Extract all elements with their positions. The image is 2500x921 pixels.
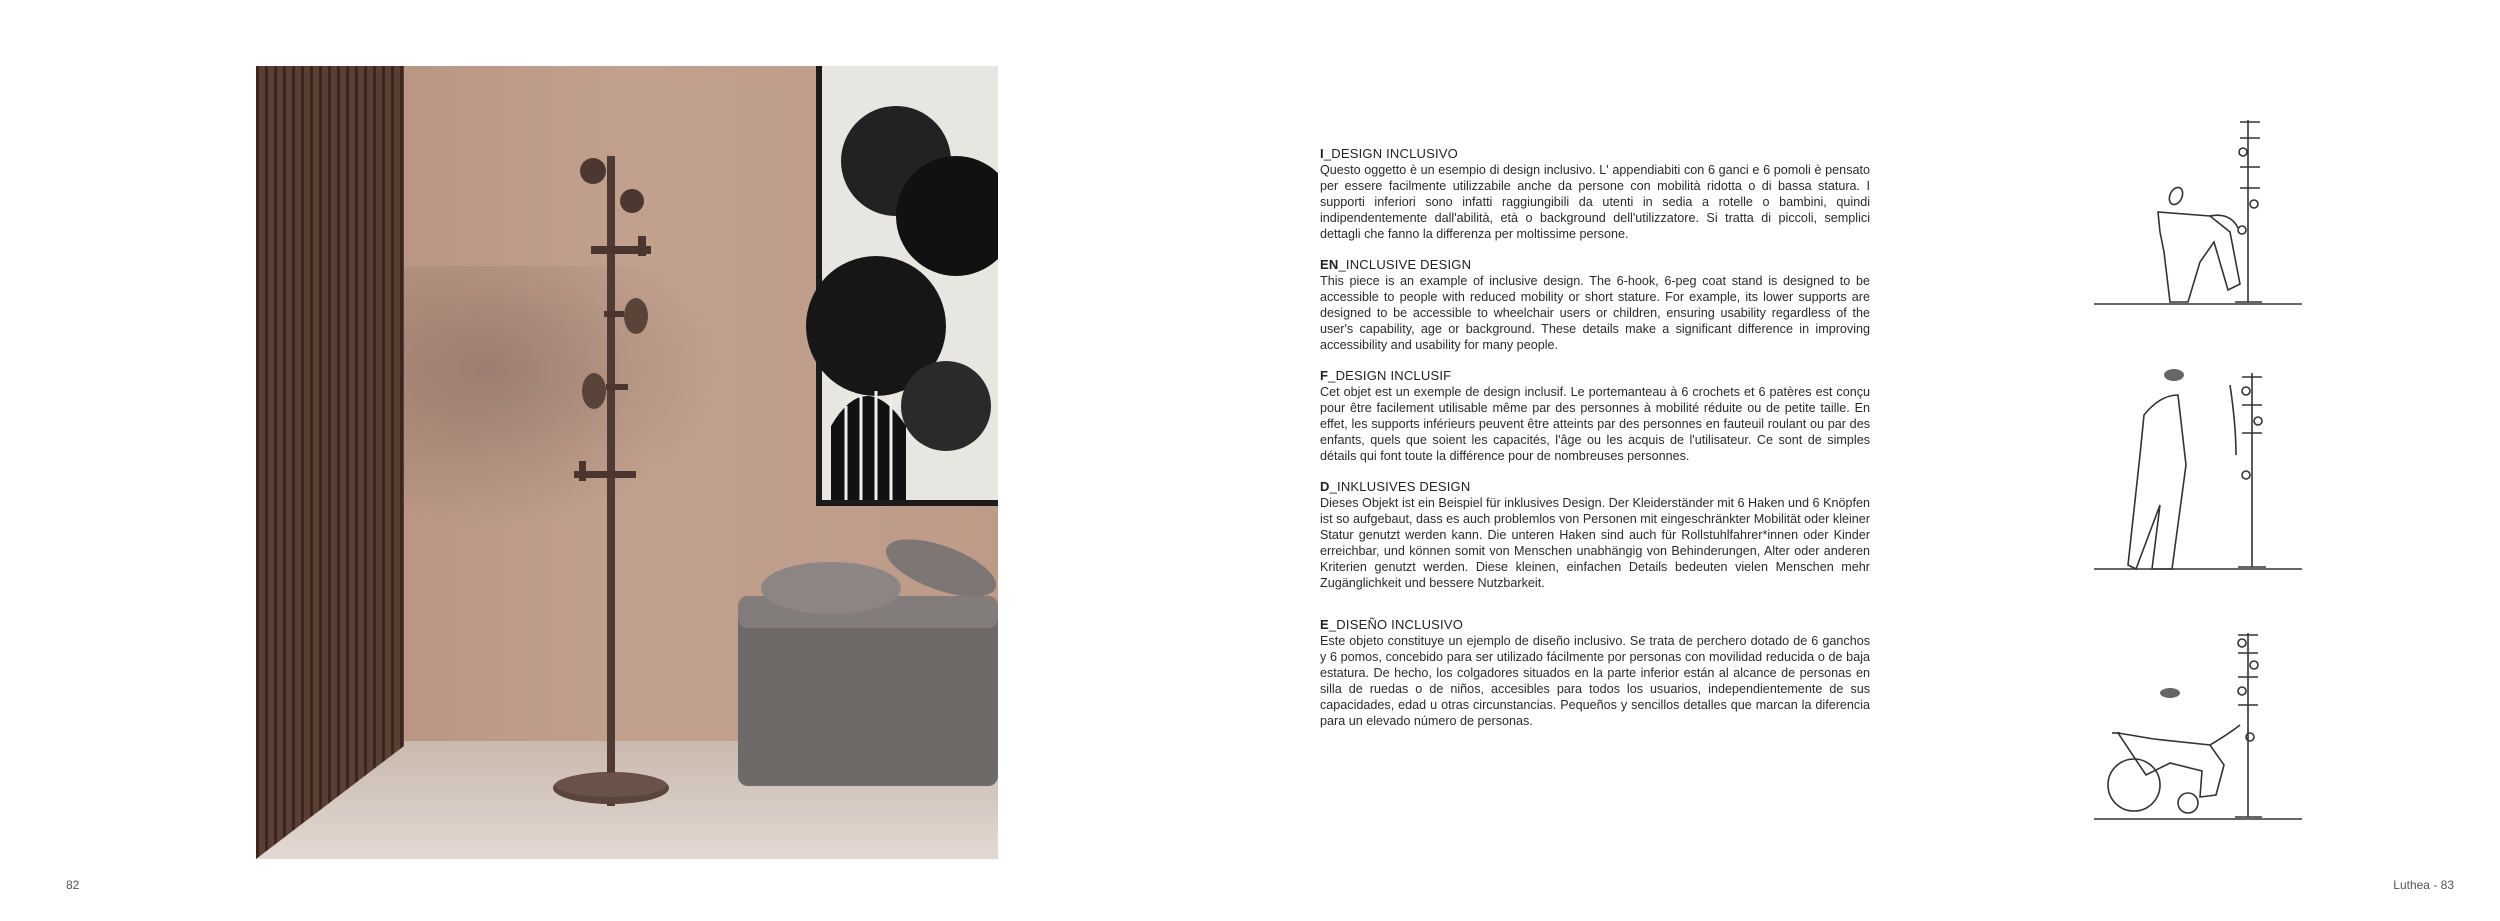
- language-code: I: [1320, 146, 1324, 161]
- section-title: _INCLUSIVE DESIGN: [1338, 257, 1472, 272]
- coat-stand-photo-illustration: [256, 66, 998, 859]
- language-code: EN: [1320, 257, 1339, 272]
- section-body: This piece is an example of inclusive design. The 6-hook, 6-peg coat stand is designed to be accessible to people with reduced mobility or short stature. For example, its lower supports are designed to be accessible to wheelchair users or children, ensuring usability regardless of the user's capability, age or background. These details make a significant difference in improving accessibility and usability for many people.: [1320, 274, 1870, 352]
- section-body: Dieses Objekt ist ein Beispiel für inklusives Design. Der Kleiderständer mit 6 Haken und 6 Knöpfen ist so aufgebaut, dass es auch problemlos von Personen mit eingeschränkter Mobilität oder kleiner Statur genutzt werden kann. Die unteren Haken sind auch für Rollstuhlfahrer*innen oder Kinder erreichbar, und können somit von Menschen unabhängig von Behinderungen, Alter oder anderen Kriterien genutzt werden. Diese kleinen, einfachen Details bedeuten vielen Menschen mehr Zugänglichkeit und bessere Nutzbarkeit.: [1320, 496, 1870, 590]
- section-body: Este objeto constituye un ejemplo de diseño inclusivo. Se trata de perchero dotado de 6 ganchos y 6 pomos, concebido para ser utilizado fácilmente por personas con movilidad reducida o de baja estatura. De hecho, los colgadores situados en la parte inferior están al alcance de personas en silla de ruedas o de niños, accesibles para todos los usuarios, independientemente de sus capacidades, edad u otras circunstancias. Pequeños y sencillos detalles que marcan la diferencia para un elevado número de personas.: [1320, 634, 1870, 728]
- section-german: [1320, 479, 1870, 591]
- child-reaching-sketch-icon: [2090, 365, 2306, 573]
- section-english: [1320, 257, 1870, 353]
- section-heading: [1320, 617, 1870, 633]
- coat-stand-photo: [256, 66, 998, 859]
- section-title: _DISEÑO INCLUSIVO: [1328, 617, 1464, 632]
- section-french: [1320, 368, 1870, 464]
- section-heading: [1320, 146, 1870, 162]
- section-heading: [1320, 368, 1870, 384]
- adult-reaching-sketch-icon: [2090, 112, 2306, 310]
- language-code: E: [1320, 617, 1329, 632]
- section-heading: [1320, 257, 1870, 273]
- page-number-left: 82: [66, 878, 80, 892]
- section-spanish: [1320, 617, 1870, 729]
- section-title: _INKLUSIVES DESIGN: [1329, 479, 1471, 494]
- section-italian: [1320, 146, 1870, 242]
- section-title: _DESIGN INCLUSIVO: [1323, 146, 1458, 161]
- section-heading: [1320, 479, 1870, 495]
- section-title: _DESIGN INCLUSIF: [1328, 368, 1452, 383]
- language-code: D: [1320, 479, 1330, 494]
- inclusive-design-text: [1320, 146, 1870, 744]
- page-number-right: Luthea - 83: [2393, 878, 2454, 892]
- wheelchair-user-sketch-icon: [2090, 625, 2306, 825]
- section-body: Cet objet est un exemple de design inclusif. Le portemanteau à 6 crochets et 6 patères est conçu pour être facilement utilisable même par des personnes à mobilité réduite ou de petite taille. En effet, les supports inférieurs peuvent être atteints par des personnes en fauteuil roulant ou par des enfants, quels que soient les capacités, l'âge ou les acquis de l'utilisateur. Ce sont de simples détails qui font toute la différence pour de nombreuses personnes.: [1320, 385, 1870, 463]
- language-code: F: [1320, 368, 1329, 383]
- section-body: Questo oggetto è un esempio di design inclusivo. L' appendiabiti con 6 ganci e 6 pomoli è pensato per essere facilmente utilizzabile anche da persone con mobilità ridotta o di bassa statura. I supporti inferiori sono infatti raggiungibili da utenti in sedia a rotelle o bambini, quindi indipendentemente dall'abilità, età o background dell'utilizzatore. Si tratta di piccoli, semplici dettagli che fanno la differenza per moltissime persone.: [1320, 163, 1870, 241]
